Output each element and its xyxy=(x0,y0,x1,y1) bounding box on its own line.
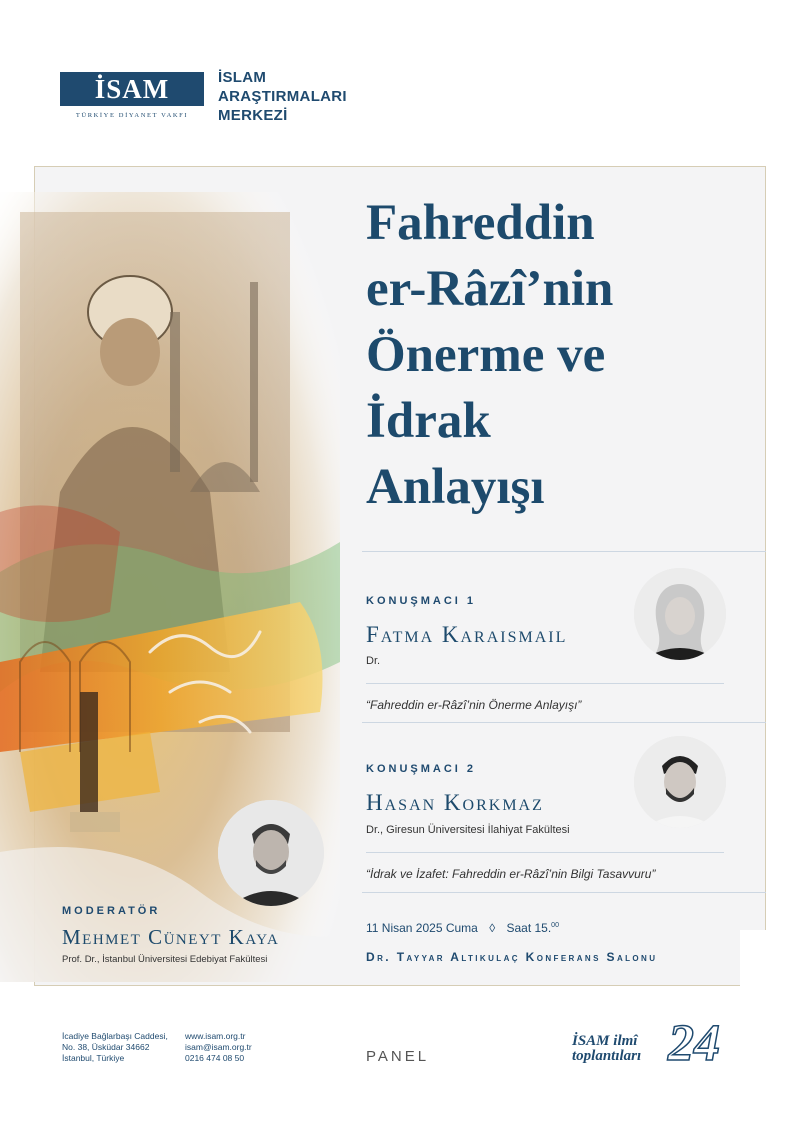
event-time: Saat 15. xyxy=(506,921,552,935)
address-line-1: İcadiye Bağlarbaşı Caddesi, xyxy=(62,1031,168,1041)
organization-name xyxy=(218,68,347,125)
logo-subtitle: TÜRKİYE DİYANET VAKFI xyxy=(75,112,189,119)
speaker-2-name: Hasan Korkmaz xyxy=(366,790,544,815)
moderator-title: Prof. Dr., İstanbul Üniversitesi Edebiyat Fakültesi xyxy=(62,954,268,965)
org-line-1: İSLAM xyxy=(218,69,267,86)
speaker-1-photo xyxy=(634,568,726,660)
address-line-3: İstanbul, Türkiye xyxy=(62,1053,125,1063)
address-line-2: No. 38, Üsküdar 34662 xyxy=(62,1042,150,1052)
speaker-2-divider xyxy=(366,852,724,853)
moderator-photo xyxy=(218,800,324,906)
speaker-1-divider xyxy=(366,683,724,684)
moderator-label: MODERATÖR xyxy=(62,905,161,917)
speaker-2-topic: “İdrak ve İzafet: Fahreddin er-Râzî’nin Bilgi Tasavvuru” xyxy=(366,867,656,881)
speaker-1-topic: “Fahreddin er-Râzî’nin Önerme Anlayışı” xyxy=(366,698,582,712)
diamond-icon: ◊ xyxy=(489,921,496,935)
title-line-1: Fahreddin xyxy=(366,195,595,251)
event-venue: Dr. Tayyar Altıkulaç Konferans Salonu xyxy=(366,950,658,964)
speaker-1-name: Fatma Karaismail xyxy=(366,622,568,647)
series-line-1: İSAM ilmî xyxy=(572,1033,638,1049)
section-divider-3 xyxy=(362,892,766,893)
org-line-3: MERKEZİ xyxy=(218,107,288,124)
footer-contact xyxy=(185,1031,252,1064)
series-line-2: toplantıları xyxy=(572,1048,642,1064)
speaker-2-title: Dr., Giresun Üniversitesi İlahiyat Fakültesi xyxy=(366,824,570,836)
speaker-2-photo xyxy=(634,736,726,828)
website-link[interactable]: www.isam.org.tr xyxy=(185,1031,246,1041)
section-divider-2 xyxy=(362,722,766,723)
speaker-1-title: Dr. xyxy=(366,655,381,667)
series-logo-text xyxy=(572,1034,641,1064)
event-title xyxy=(366,190,766,520)
series-number: 24 xyxy=(668,1015,720,1072)
footer-address xyxy=(62,1031,168,1064)
title-line-5: Anlayışı xyxy=(366,459,545,515)
frame-corner-notch xyxy=(740,930,766,986)
title-line-2: er-Râzî’nin xyxy=(366,261,614,317)
event-type: PANEL xyxy=(366,1048,430,1065)
event-date: 11 Nisan 2025 Cuma xyxy=(366,921,478,935)
event-time-minutes: 00 xyxy=(551,922,559,929)
isam-logo: İSAM xyxy=(60,72,204,106)
speaker-1-label: KONUŞMACI 1 xyxy=(366,595,477,607)
speaker-2-label: KONUŞMACI 2 xyxy=(366,763,477,775)
email-link[interactable]: isam@isam.org.tr xyxy=(185,1042,252,1052)
section-divider xyxy=(362,551,766,552)
event-datetime xyxy=(366,921,559,935)
title-line-3: Önerme ve xyxy=(366,327,606,383)
phone-number: 0216 474 08 50 xyxy=(185,1053,245,1063)
moderator-name: Mehmet Cüneyt Kaya xyxy=(62,925,280,949)
org-line-2: ARAŞTIRMALARI xyxy=(218,88,347,105)
title-line-4: İdrak xyxy=(366,393,491,449)
